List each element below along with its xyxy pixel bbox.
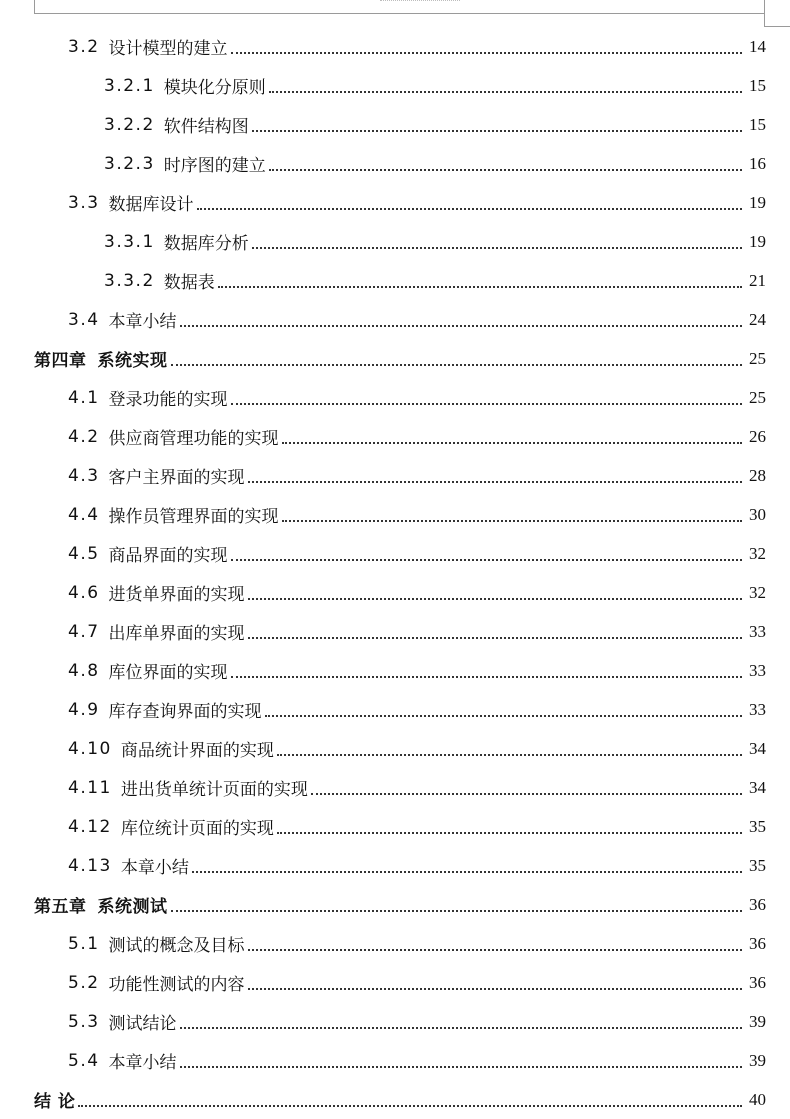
toc-entry-page-number: 26 (749, 426, 766, 446)
toc-entry-number: 4.7 (68, 621, 100, 642)
toc-entry-title: 库位界面的实现 (108, 663, 228, 683)
toc-dot-leader (269, 91, 742, 93)
toc-dot-leader (282, 520, 742, 522)
toc-entry-title: 客户主界面的实现 (108, 468, 245, 488)
toc-entry-title: 时序图的建立 (163, 156, 266, 176)
toc-dot-leader (231, 52, 742, 54)
toc-entry[interactable] (0, 105, 790, 144)
toc-entry-number: 第四章 (34, 351, 87, 371)
toc-entry-title: 商品统计界面的实现 (120, 741, 274, 761)
toc-entry-page-number: 19 (749, 192, 766, 212)
toc-entry-title: 商品界面的实现 (108, 546, 228, 566)
toc-entry-page-number: 24 (749, 309, 766, 329)
toc-dot-leader (277, 754, 742, 756)
toc-entry[interactable] (0, 27, 790, 66)
toc-entry-page-number: 36 (749, 972, 766, 992)
toc-entry-number: 3.3.2 (104, 270, 155, 291)
toc-entry-page-number: 15 (749, 114, 766, 134)
toc-entry-number: 4.13 (68, 855, 112, 876)
toc-entry-page-number: 36 (749, 894, 766, 914)
toc-dot-leader (252, 247, 742, 249)
toc-dot-leader (218, 286, 742, 288)
toc-entry[interactable] (0, 729, 790, 768)
toc-dot-leader (282, 442, 742, 444)
toc-entry[interactable] (0, 1041, 790, 1080)
toc-entry[interactable] (0, 690, 790, 729)
toc-entry-page-number: 25 (749, 348, 766, 368)
page-corner-mark-right (764, 0, 765, 26)
toc-entry-title: 登录功能的实现 (108, 390, 228, 410)
toc-entry[interactable] (0, 144, 790, 183)
toc-entry-page-number: 36 (749, 933, 766, 953)
toc-entry-title: 数据表 (163, 273, 215, 293)
toc-dot-leader (231, 559, 742, 561)
toc-entry-page-number: 30 (749, 504, 766, 524)
toc-entry-number: 5.1 (68, 933, 100, 954)
toc-entry-title: 测试结论 (108, 1014, 177, 1034)
toc-entry-title: 出库单界面的实现 (108, 624, 245, 644)
toc-entry-number: 4.8 (68, 660, 100, 681)
toc-dot-leader (248, 637, 742, 639)
toc-entry-title: 功能性测试的内容 (108, 975, 245, 995)
toc-entry-number: 5.3 (68, 1011, 100, 1032)
page-corner-mark-left (34, 0, 35, 13)
toc-entry-page-number: 34 (749, 738, 766, 758)
toc-entry-page-number: 14 (749, 36, 766, 56)
toc-dot-leader (171, 364, 743, 366)
toc-entry[interactable] (0, 378, 790, 417)
toc-entry-number: 3.2 (68, 36, 100, 57)
toc-entry-page-number: 40 (749, 1089, 766, 1109)
toc-dot-leader (197, 208, 742, 210)
toc-entry-page-number: 35 (749, 816, 766, 836)
toc-dot-leader (277, 832, 742, 834)
toc-dot-leader (248, 988, 742, 990)
toc-dot-leader (252, 130, 742, 132)
toc-entry-page-number: 28 (749, 465, 766, 485)
toc-entry[interactable] (0, 417, 790, 456)
toc-entry-page-number: 34 (749, 777, 766, 797)
toc-entry-title: 库位统计页面的实现 (120, 819, 274, 839)
toc-entry[interactable] (0, 66, 790, 105)
toc-dot-leader (180, 1027, 742, 1029)
toc-entry-number: 4.2 (68, 426, 100, 447)
toc-entry-number: 3.2.3 (104, 153, 155, 174)
toc-entry-number: 4.12 (68, 816, 112, 837)
toc-entry-title: 本章小结 (108, 312, 177, 332)
header-rule (34, 13, 764, 14)
toc-entry-title: 库存查询界面的实现 (108, 702, 262, 722)
toc-entry-number: 3.3.1 (104, 231, 155, 252)
toc-entry-page-number: 25 (749, 387, 766, 407)
toc-entry-title: 模块化分原则 (163, 78, 266, 98)
toc-entry-number: 4.5 (68, 543, 100, 564)
toc-entry-number: 3.3 (68, 192, 100, 213)
toc-entry-title: 设计模型的建立 (108, 39, 228, 59)
table-of-contents (0, 27, 790, 1119)
toc-entry[interactable] (0, 495, 790, 534)
toc-entry-title: 进出货单统计页面的实现 (120, 780, 308, 800)
toc-entry[interactable] (0, 573, 790, 612)
toc-entry-title: 供应商管理功能的实现 (108, 429, 279, 449)
toc-entry-title: 软件结构图 (163, 117, 249, 137)
toc-entry-number: 3.2.2 (104, 114, 155, 135)
toc-entry-number: 3.2.1 (104, 75, 155, 96)
toc-entry[interactable] (0, 456, 790, 495)
toc-entry-page-number: 35 (749, 855, 766, 875)
toc-entry-title: 本章小结 (108, 1053, 177, 1073)
toc-dot-leader (180, 325, 742, 327)
toc-entry-number: 4.11 (68, 777, 112, 798)
toc-entry-page-number: 33 (749, 660, 766, 680)
toc-entry[interactable] (0, 612, 790, 651)
toc-entry-page-number: 32 (749, 543, 766, 563)
toc-dot-leader (192, 871, 742, 873)
toc-entry-number: 结 论 (34, 1092, 76, 1112)
toc-dot-leader (180, 1066, 742, 1068)
toc-entry-title: 操作员管理界面的实现 (108, 507, 279, 527)
toc-entry-number: 5.2 (68, 972, 100, 993)
toc-dot-leader (248, 598, 742, 600)
toc-entry[interactable] (0, 885, 790, 924)
toc-dot-leader (265, 715, 742, 717)
toc-entry-title: 进货单界面的实现 (108, 585, 245, 605)
toc-entry-title: 数据库设计 (108, 195, 194, 215)
toc-entry-page-number: 39 (749, 1050, 766, 1070)
toc-dot-leader (269, 169, 742, 171)
toc-entry-number: 3.4 (68, 309, 100, 330)
toc-dot-leader (171, 910, 743, 912)
toc-entry-page-number: 19 (749, 231, 766, 251)
toc-entry[interactable] (0, 924, 790, 963)
toc-entry[interactable] (0, 651, 790, 690)
toc-entry-page-number: 39 (749, 1011, 766, 1031)
toc-entry[interactable] (0, 339, 790, 378)
toc-dot-leader (231, 676, 742, 678)
toc-entry-page-number: 33 (749, 699, 766, 719)
toc-entry-number: 4.3 (68, 465, 100, 486)
toc-entry[interactable] (0, 807, 790, 846)
header-text-remnant (380, 0, 460, 3)
toc-dot-leader (248, 481, 742, 483)
toc-entry-number: 4.6 (68, 582, 100, 603)
toc-entry-number: 4.9 (68, 699, 100, 720)
toc-entry-title: 本章小结 (120, 858, 189, 878)
toc-entry[interactable] (0, 1002, 790, 1041)
toc-entry-page-number: 33 (749, 621, 766, 641)
toc-entry-page-number: 21 (749, 270, 766, 290)
toc-entry-number: 5.4 (68, 1050, 100, 1071)
toc-entry-title: 系统实现 (97, 351, 168, 371)
toc-entry[interactable] (0, 300, 790, 339)
toc-entry-title: 测试的概念及目标 (108, 936, 245, 956)
toc-entry[interactable] (0, 222, 790, 261)
toc-entry-page-number: 32 (749, 582, 766, 602)
toc-entry[interactable] (0, 1080, 790, 1119)
toc-entry-page-number: 15 (749, 75, 766, 95)
toc-entry-number: 第五章 (34, 897, 87, 917)
toc-entry[interactable] (0, 768, 790, 807)
toc-dot-leader (78, 1105, 742, 1107)
toc-dot-leader (248, 949, 742, 951)
toc-entry-title: 系统测试 (97, 897, 168, 917)
toc-entry[interactable] (0, 183, 790, 222)
toc-entry[interactable] (0, 963, 790, 1002)
toc-entry-title: 数据库分析 (163, 234, 249, 254)
toc-entry-number: 4.1 (68, 387, 100, 408)
toc-dot-leader (231, 403, 742, 405)
toc-entry-number: 4.4 (68, 504, 100, 525)
toc-entry[interactable] (0, 261, 790, 300)
toc-entry-page-number: 16 (749, 153, 766, 173)
toc-entry[interactable] (0, 534, 790, 573)
toc-entry-number: 4.10 (68, 738, 112, 759)
toc-dot-leader (311, 793, 742, 795)
toc-entry[interactable] (0, 846, 790, 885)
